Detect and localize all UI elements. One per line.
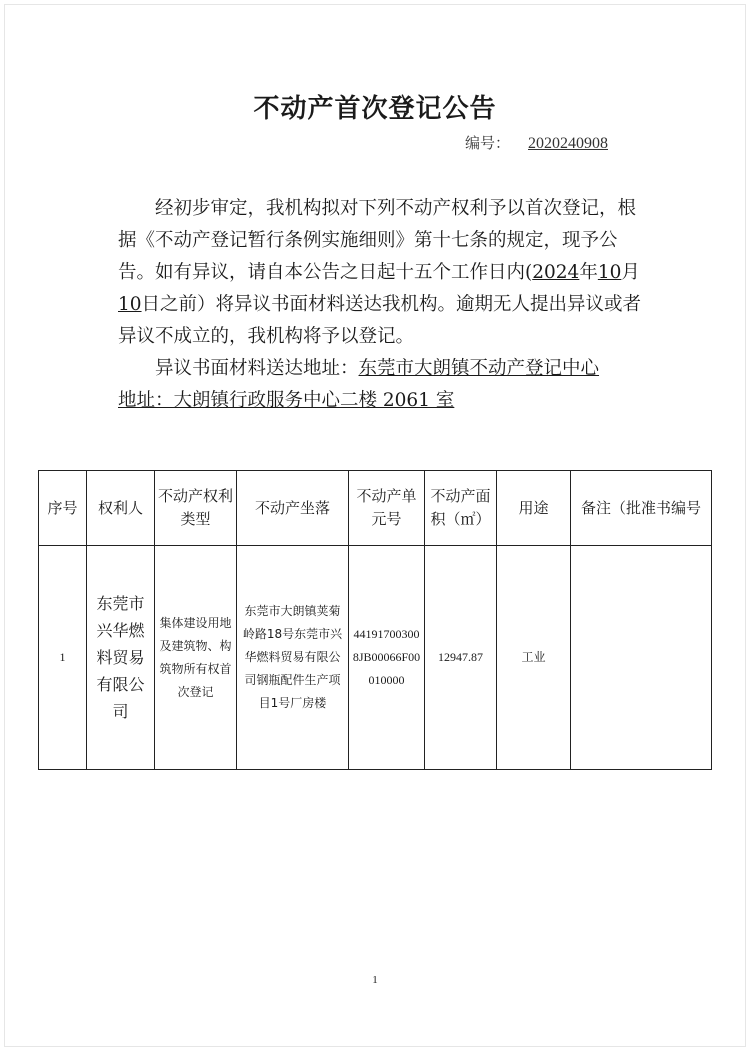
header-remark: 备注（批准书编号 [571,471,712,546]
document-number-label: 编号： [464,134,510,152]
cell-area: 12947.87 [425,546,497,770]
objection-address-label: 异议书面材料送达地址： [155,358,359,379]
header-right-type: 不动产权利类型 [155,471,237,546]
table-header-row [39,471,712,546]
deadline-year: 2024 [532,262,580,283]
table-row [39,546,712,770]
cell-seq: 1 [39,546,87,770]
cell-remark [571,546,712,770]
cell-owner: 东莞市兴华燃料贸易有限公司 [87,546,155,770]
header-location: 不动产坐落 [237,471,349,546]
header-usage: 用途 [497,471,571,546]
objection-address-value: 东莞市大朗镇不动产登记中心 [358,358,600,379]
page-number: 1 [372,974,378,986]
deadline-month-suffix: 月 [621,262,640,283]
notice-text-part1: 经初步审定，我机构拟对下列不动产权利予以首次登记，根据《不动产登记暂行条例实施细则》第十七条的规定，现予公告。如有异议，请自本公告之日起十五个工作日内( [118,198,637,283]
header-area: 不动产面积（㎡） [425,471,497,546]
notice-paragraph [118,193,648,353]
document-number [465,132,612,153]
deadline-year-suffix: 年 [579,262,598,283]
notice-text-part2: 日之前）将异议书面材料送达我机构。逾期无人提出异议或者异议不成立的，我机构将予以登记。 [118,294,642,347]
cell-right-type: 集体建设用地及建筑物、构筑物所有权首次登记 [155,546,237,770]
deadline-day: 10 [118,294,142,315]
deadline-month: 10 [597,262,622,283]
cell-usage: 工业 [497,546,571,770]
document-number-value: 2020240908 [528,135,608,152]
header-seq: 序号 [39,471,87,546]
header-owner: 权利人 [87,471,155,546]
objection-address-line [155,353,599,385]
cell-location: 东莞市大朗镇荚菊岭路18号东莞市兴华燃料贸易有限公司钢瓶配件生产项目1号厂房楼 [237,546,349,770]
cell-unit-no: 441917003008JB00066F00010000 [349,546,425,770]
registration-table [38,470,712,770]
header-unit-no: 不动产单元号 [349,471,425,546]
office-address-line: 地址：大朗镇行政服务中心二楼 2061 室 [118,390,455,411]
page-title: 不动产首次登记公告 [253,94,497,124]
